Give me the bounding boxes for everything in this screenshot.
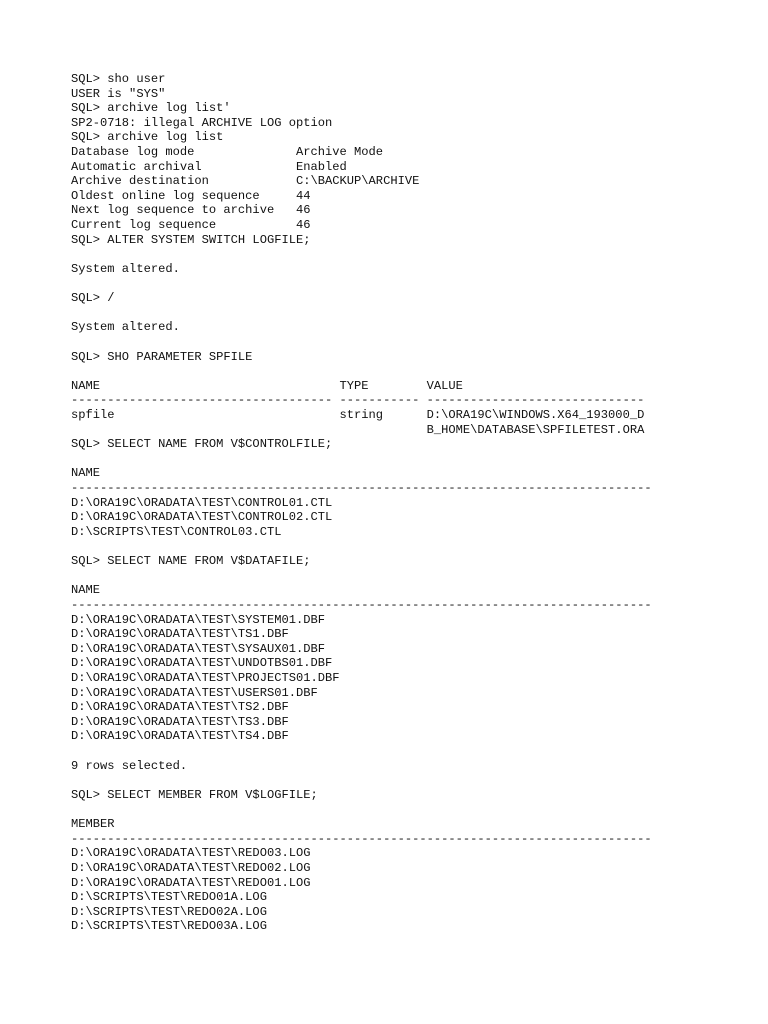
output-line: Next log sequence to archive 46 bbox=[71, 203, 311, 218]
blank-line bbox=[71, 773, 741, 788]
blank-line bbox=[71, 540, 741, 555]
output-line: D:\SCRIPTS\TEST\REDO03A.LOG bbox=[71, 919, 267, 934]
output-line: Archive destination C:\BACKUP\ARCHIVE bbox=[71, 174, 420, 189]
blank-line bbox=[71, 306, 741, 321]
blank-line bbox=[71, 364, 741, 379]
output-line: Automatic archival Enabled bbox=[71, 159, 347, 174]
blank-line bbox=[71, 277, 741, 292]
output-line: D:\ORA19C\ORADATA\TEST\PROJECTS01.DBF bbox=[71, 670, 340, 685]
sqlplus-session-output bbox=[71, 72, 741, 934]
blank-line bbox=[71, 569, 741, 584]
blank-line bbox=[71, 452, 741, 467]
output-line: D:\ORA19C\ORADATA\TEST\REDO02.LOG bbox=[71, 860, 311, 875]
output-line: SP2-0718: illegal ARCHIVE LOG option bbox=[71, 115, 333, 130]
output-line: ------------------------------------ ----------- ------------------------------ bbox=[71, 393, 645, 408]
output-line: D:\ORA19C\ORADATA\TEST\CONTROL02.CTL bbox=[71, 510, 333, 525]
output-line: System altered. bbox=[71, 320, 180, 335]
output-line: D:\ORA19C\ORADATA\TEST\USERS01.DBF bbox=[71, 685, 318, 700]
output-line: spfile string D:\ORA19C\WINDOWS.X64_193000_D bbox=[71, 408, 645, 423]
blank-line bbox=[71, 247, 741, 262]
output-line: SQL> archive log list' bbox=[71, 101, 231, 116]
output-line: SQL> SHO PARAMETER SPFILE bbox=[71, 349, 253, 364]
output-line: USER is "SYS" bbox=[71, 86, 166, 101]
output-line: NAME bbox=[71, 466, 101, 481]
output-line: Current log sequence 46 bbox=[71, 218, 311, 233]
output-line: -------------------------------------------------------------------------------- bbox=[71, 597, 652, 612]
output-line: System altered. bbox=[71, 261, 180, 276]
output-line: -------------------------------------------------------------------------------- bbox=[71, 831, 652, 846]
output-line: D:\ORA19C\ORADATA\TEST\SYSTEM01.DBF bbox=[71, 612, 326, 627]
output-line: SQL> archive log list bbox=[71, 130, 224, 145]
output-line: D:\ORA19C\ORADATA\TEST\REDO01.LOG bbox=[71, 875, 311, 890]
output-line: D:\ORA19C\ORADATA\TEST\REDO03.LOG bbox=[71, 846, 311, 861]
output-line: 9 rows selected. bbox=[71, 758, 188, 773]
output-line: SQL> SELECT MEMBER FROM V$LOGFILE; bbox=[71, 787, 318, 802]
output-line: D:\ORA19C\ORADATA\TEST\TS2.DBF bbox=[71, 700, 289, 715]
output-line: NAME TYPE VALUE bbox=[71, 378, 463, 393]
blank-line bbox=[71, 335, 741, 350]
output-line: B_HOME\DATABASE\SPFILETEST.ORA bbox=[71, 422, 645, 437]
output-line: SQL> SELECT NAME FROM V$DATAFILE; bbox=[71, 554, 311, 569]
output-line: D:\ORA19C\ORADATA\TEST\CONTROL01.CTL bbox=[71, 495, 333, 510]
output-line: Oldest online log sequence 44 bbox=[71, 188, 311, 203]
output-line: SQL> / bbox=[71, 291, 115, 306]
output-line: D:\ORA19C\ORADATA\TEST\TS4.DBF bbox=[71, 729, 289, 744]
output-line: D:\ORA19C\ORADATA\TEST\TS1.DBF bbox=[71, 627, 289, 642]
output-line: D:\ORA19C\ORADATA\TEST\SYSAUX01.DBF bbox=[71, 641, 326, 656]
output-line: -------------------------------------------------------------------------------- bbox=[71, 481, 652, 496]
output-line: Database log mode Archive Mode bbox=[71, 145, 384, 160]
output-line: SQL> ALTER SYSTEM SWITCH LOGFILE; bbox=[71, 232, 311, 247]
blank-line bbox=[71, 802, 741, 817]
output-line: SQL> SELECT NAME FROM V$CONTROLFILE; bbox=[71, 437, 333, 452]
output-line: MEMBER bbox=[71, 817, 115, 832]
output-line: SQL> sho user bbox=[71, 72, 166, 86]
output-line: D:\ORA19C\ORADATA\TEST\UNDOTBS01.DBF bbox=[71, 656, 333, 671]
output-line: NAME bbox=[71, 583, 101, 598]
blank-line bbox=[71, 744, 741, 759]
output-line: D:\SCRIPTS\TEST\CONTROL03.CTL bbox=[71, 524, 282, 539]
output-line: D:\ORA19C\ORADATA\TEST\TS3.DBF bbox=[71, 714, 289, 729]
output-line: D:\SCRIPTS\TEST\REDO01A.LOG bbox=[71, 890, 267, 905]
output-line: D:\SCRIPTS\TEST\REDO02A.LOG bbox=[71, 904, 267, 919]
